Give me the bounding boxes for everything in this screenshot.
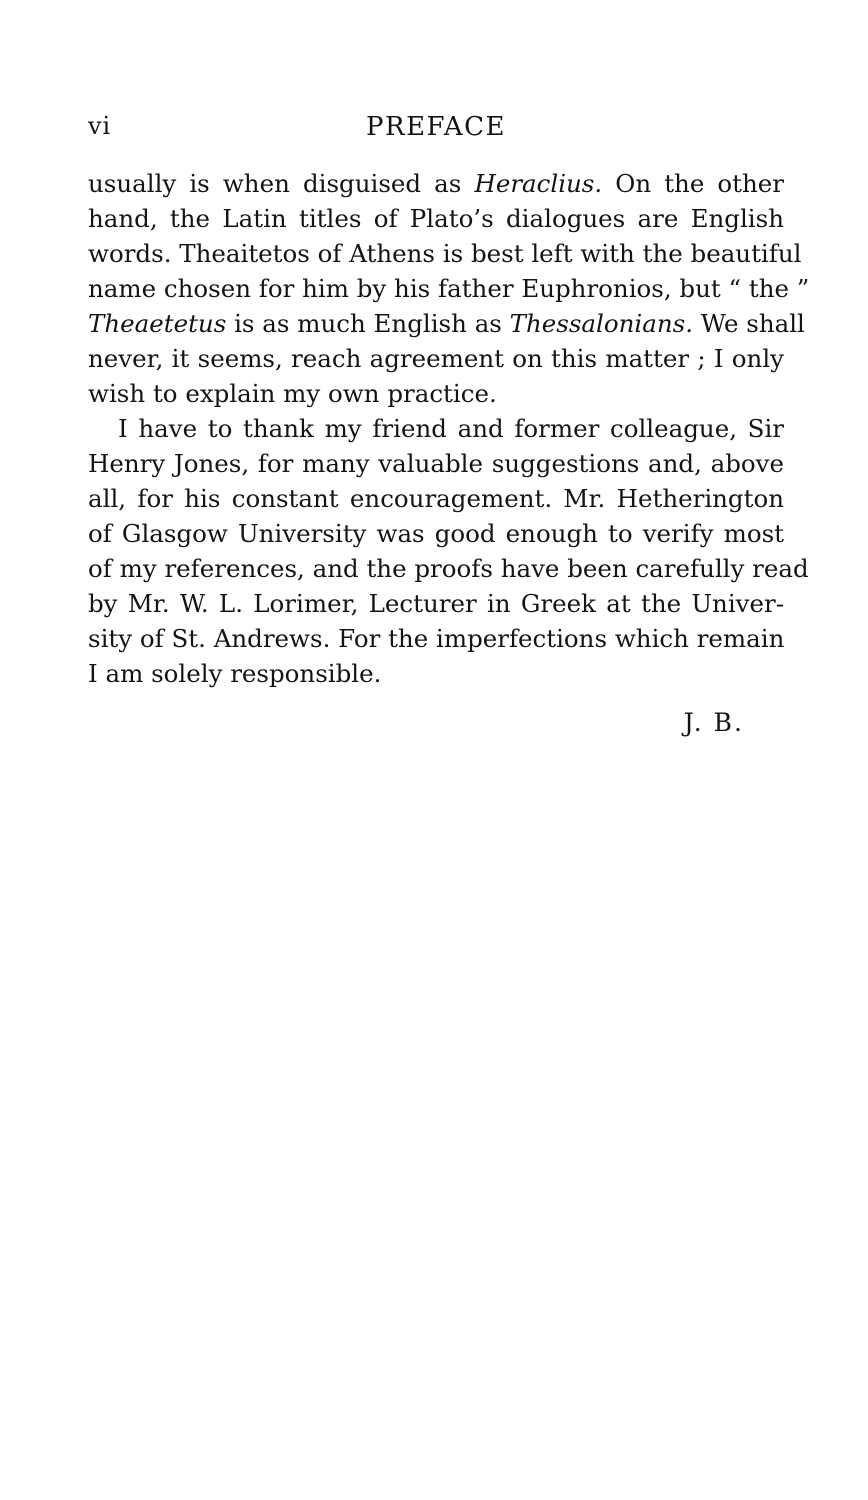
text-line-12: of my references, and the proofs have been carefully read [88, 554, 809, 583]
text-line-7: wish to explain my own practice. [88, 379, 497, 408]
text-line-11: of Glasgow University was good enough to verify most [88, 519, 784, 548]
text-line-13: by Mr. W. L. Lorimer, Lecturer in Greek at the Univer- [88, 589, 784, 618]
text-line-2: hand, the Latin titles of Plato’s dialogues are English [88, 204, 784, 233]
author-initials: J. B. [683, 708, 744, 737]
italic-term: Thessalonians. [509, 309, 693, 338]
running-head [88, 112, 784, 148]
text-line-1: usually is when disguised as Heraclius. On the other [88, 169, 785, 198]
text-line-10: all, for his constant encouragement. Mr. Hetherington [88, 484, 784, 513]
preface-text [88, 166, 810, 691]
text-line-5: Theaetetus is as much English as Thessalonians. We shall [88, 309, 805, 338]
italic-term: Theaetetus [88, 309, 227, 338]
text-line-8: I have to thank my friend and former colleague, Sir [118, 414, 784, 443]
text-line-14: sity of St. Andrews. For the imperfections which remain [88, 624, 785, 653]
page-number: vi [88, 112, 112, 140]
running-title: PREFACE [366, 112, 506, 142]
text-line-6: never, it seems, reach agreement on this matter ; I only [88, 344, 784, 373]
text-line-3: words. Theaitetos of Athens is best left with the beautiful [88, 239, 802, 268]
text-line-9: Henry Jones, for many valuable suggestions and, above [88, 449, 784, 478]
italic-term: Heraclius. [474, 169, 603, 198]
text-line-15: I am solely responsible. [88, 659, 382, 688]
text-line-4: name chosen for him by his father Euphronios, but “ the ” [88, 274, 810, 303]
